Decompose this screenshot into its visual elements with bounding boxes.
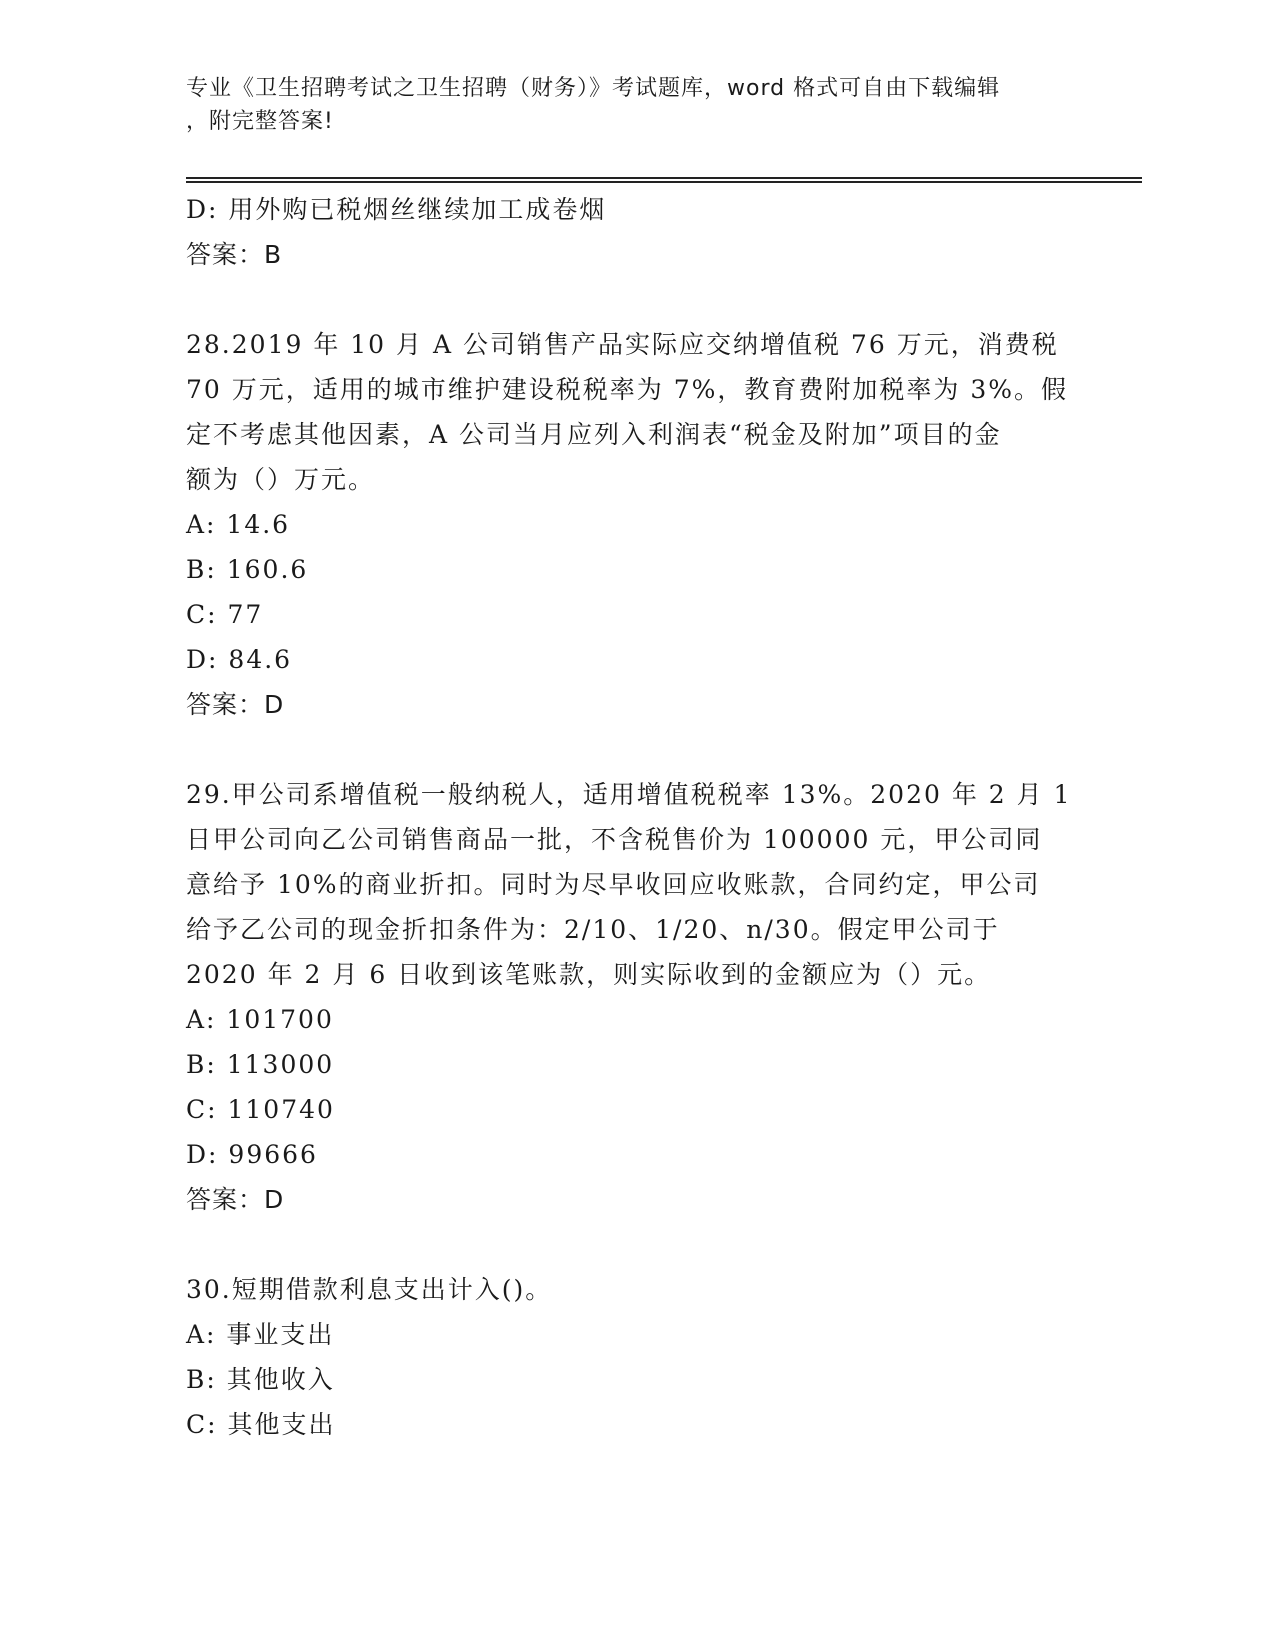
q29-stem-line: 日甲公司向乙公司销售商品一批，不含税售价为 100000 元，甲公司同 [186, 825, 1043, 854]
spacer [186, 1222, 1086, 1267]
q29-option-d: D: 99666 [186, 1140, 318, 1169]
q28-option-d: D: 84.6 [186, 645, 293, 674]
q28-option-c: C: 77 [186, 600, 264, 629]
spacer [186, 727, 1086, 772]
q29-answer: 答案：D [186, 1185, 285, 1214]
q27-option-d: D: 用外购已税烟丝继续加工成卷烟 [186, 195, 607, 224]
q30-option-b: B: 其他收入 [186, 1365, 335, 1394]
document-header-note [186, 72, 1086, 138]
question-content [186, 187, 1086, 1447]
q30-option-c: C: 其他支出 [186, 1410, 336, 1439]
q28-stem-line: 额为（）万元。 [186, 465, 376, 494]
q28-stem-line: 28.2019 年 10 月 A 公司销售产品实际应交纳增值税 76 万元，消费税 [186, 330, 1059, 359]
q29-stem-line: 意给予 10%的商业折扣。同时为尽早收回应收账款，合同约定，甲公司 [186, 870, 1041, 899]
q27-answer: 答案：B [186, 240, 283, 269]
spacer [186, 277, 1086, 322]
q28-option-a: A: 14.6 [186, 510, 291, 539]
header-divider-top [186, 177, 1142, 179]
q30-option-a: A: 事业支出 [186, 1320, 335, 1349]
q28-stem-line: 定不考虑其他因素，A 公司当月应列入利润表“税金及附加”项目的金 [186, 420, 1002, 449]
header-divider-bottom [186, 181, 1142, 183]
q29-option-b: B: 113000 [186, 1050, 335, 1079]
question-29 [186, 772, 1086, 1222]
header-line-1: 专业《卫生招聘考试之卫生招聘（财务）》考试题库，word 格式可自由下载编辑 [186, 76, 1001, 101]
q29-stem-line: 2020 年 2 月 6 日收到该笔账款，则实际收到的金额应为（）元。 [186, 960, 992, 989]
q29-option-a: A: 101700 [186, 1005, 334, 1034]
q28-stem-line: 70 万元，适用的城市维护建设税税率为 7%，教育费附加税率为 3%。假 [186, 375, 1068, 404]
header-line-2: ，附完整答案! [186, 109, 334, 134]
q28-option-b: B: 160.6 [186, 555, 309, 584]
question-28 [186, 322, 1086, 727]
q30-stem-line: 30.短期借款利息支出计入()。 [186, 1275, 553, 1304]
q29-option-c: C: 110740 [186, 1095, 335, 1124]
q28-answer: 答案：D [186, 690, 285, 719]
q29-stem-line: 29.甲公司系增值税一般纳税人，适用增值税税率 13%。2020 年 2 月 1 [186, 780, 1072, 809]
question-30 [186, 1267, 1086, 1447]
q29-stem-line: 给予乙公司的现金折扣条件为：2/10、1/20、n/30。假定甲公司于 [186, 915, 1000, 944]
